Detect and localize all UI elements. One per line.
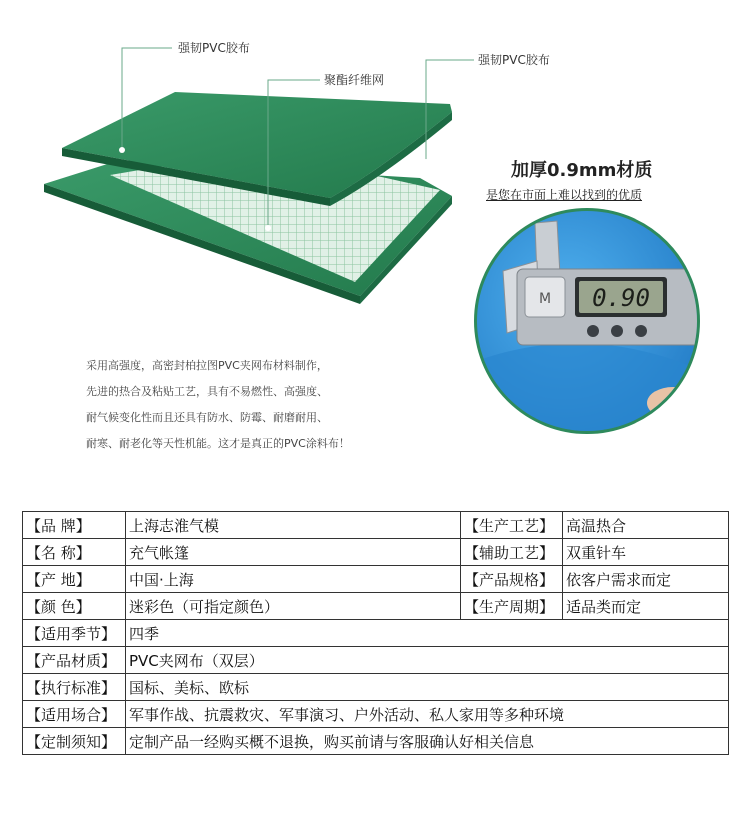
spec-label: 【品 牌】 <box>23 512 126 539</box>
spec-label: 【生产工艺】 <box>461 512 563 539</box>
spec-value: 充气帐篷 <box>126 539 461 566</box>
spec-label: 【适用场合】 <box>23 701 126 728</box>
spec-value: PVC夹网布（双层） <box>126 647 729 674</box>
spec-value: 军事作战、抗震救灾、军事演习、户外活动、私人家用等多种环境 <box>126 701 729 728</box>
spec-value: 双重针车 <box>563 539 729 566</box>
svg-text:M: M <box>538 291 552 307</box>
thickness-headline: 加厚0.9mm材质 <box>511 160 653 181</box>
table-row <box>23 701 729 728</box>
caliper-photo <box>474 208 700 434</box>
material-description <box>86 353 350 457</box>
spec-label: 【产品规格】 <box>461 566 563 593</box>
table-row <box>23 728 729 755</box>
spec-value: 高温热合 <box>563 512 729 539</box>
spec-label: 【产品材质】 <box>23 647 126 674</box>
description-line-4: 耐寒、耐老化等天性机能。这才是真正的PVC涂料布！ <box>86 437 350 450</box>
spec-value: 上海志淮气模 <box>126 512 461 539</box>
spec-value: 四季 <box>126 620 729 647</box>
spec-value: 依客户需求而定 <box>563 566 729 593</box>
spec-label: 【生产周期】 <box>461 593 563 620</box>
table-row <box>23 674 729 701</box>
caliper-illustration <box>477 211 700 434</box>
spec-label: 【颜 色】 <box>23 593 126 620</box>
spec-label: 【适用季节】 <box>23 620 126 647</box>
callout-label-top-pvc: 强韧PVC胶布 <box>178 41 250 55</box>
table-row <box>23 512 729 539</box>
table-row <box>23 620 729 647</box>
spec-label: 【名 称】 <box>23 539 126 566</box>
description-line-2: 先进的热合及粘贴工艺，具有不易燃性、高强度、 <box>86 385 328 398</box>
spec-label: 【定制须知】 <box>23 728 126 755</box>
description-line-3: 耐气候变化性而且还具有防水、防霉、耐磨耐用、 <box>86 411 328 424</box>
spec-label: 【产 地】 <box>23 566 126 593</box>
callout-label-bottom-pvc: 强韧PVC胶布 <box>478 53 550 67</box>
table-row <box>23 566 729 593</box>
callout-label-mesh: 聚酯纤维网 <box>324 73 385 87</box>
thickness-subline: 是您在市面上难以找到的优质 <box>486 188 643 202</box>
caliper-readout: 0.90 <box>592 284 650 312</box>
spec-value: 迷彩色（可指定颜色） <box>126 593 461 620</box>
spec-value: 中国·上海 <box>126 566 461 593</box>
spec-value: 国标、美标、欧标 <box>126 674 729 701</box>
table-row <box>23 647 729 674</box>
description-line-1: 采用高强度，高密封柏拉图PVC夹网布材料制作， <box>86 359 328 372</box>
spec-label: 【执行标准】 <box>23 674 126 701</box>
table-row <box>23 539 729 566</box>
table-row <box>23 593 729 620</box>
spec-value: 适品类而定 <box>563 593 729 620</box>
spec-label: 【辅助工艺】 <box>461 539 563 566</box>
spec-table <box>22 511 729 755</box>
spec-value: 定制产品一经购买概不退换，购买前请与客服确认好相关信息 <box>126 728 729 755</box>
